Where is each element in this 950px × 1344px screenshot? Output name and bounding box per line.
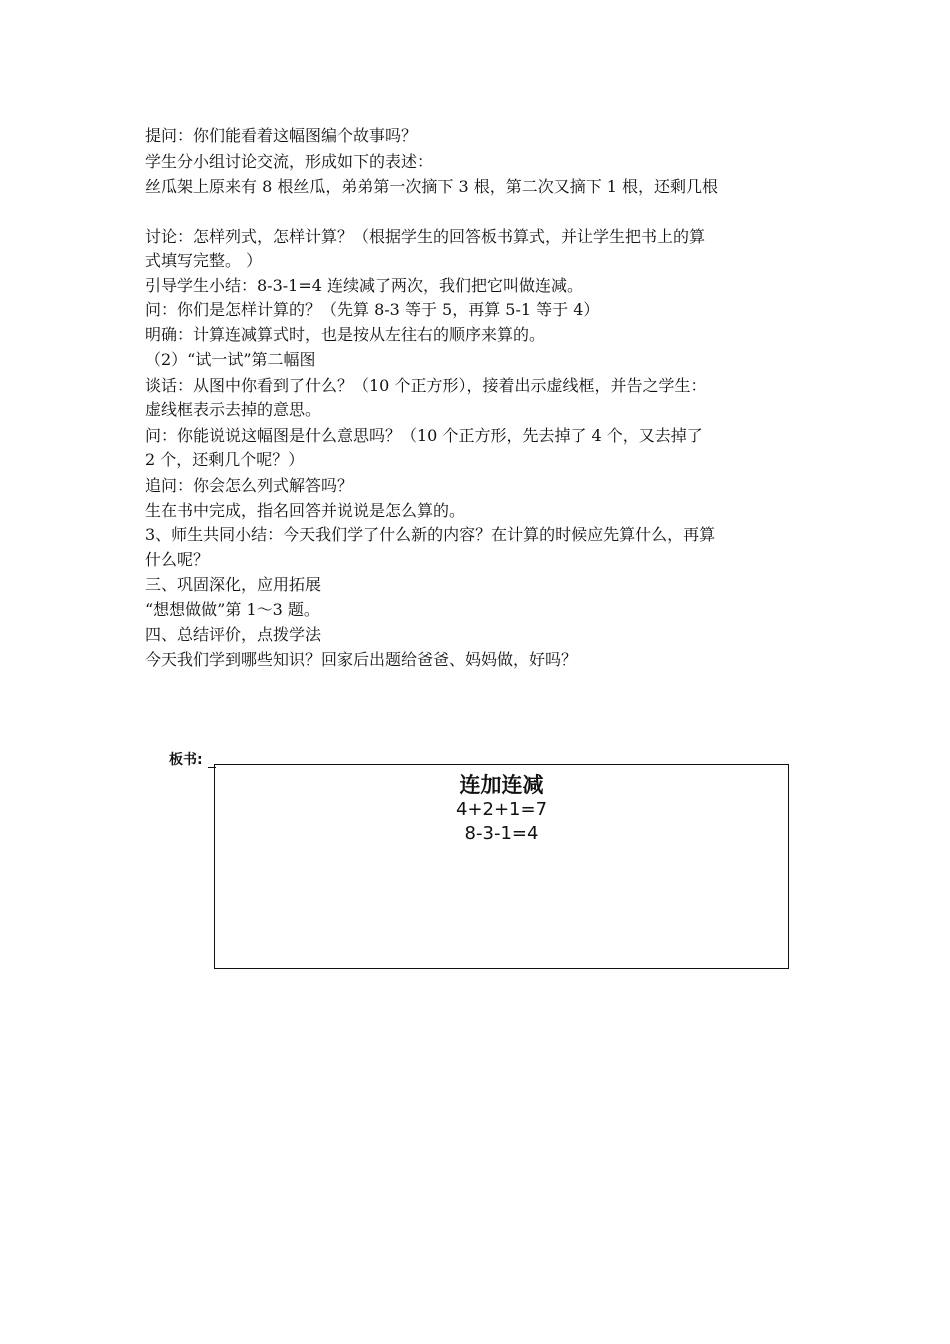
paragraph-line: 追问：你会怎么列式解答吗？ <box>145 476 354 495</box>
paragraph-line: “想想做做”第 1～3 题。 <box>145 600 320 619</box>
paragraph-line: （2）“试一试”第二幅图 <box>145 350 316 369</box>
paragraph-line: 问：你们是怎样计算的？（先算 8-3 等于 5，再算 5-1 等于 4） <box>145 300 600 319</box>
paragraph-line: 引导学生小结：8-3-1=4 连续减了两次，我们把它叫做连减。 <box>145 276 584 295</box>
paragraph-line: 学生分小组讨论交流，形成如下的表述： <box>145 152 434 171</box>
board-equation-addition: 4+2+1=7 <box>455 799 548 820</box>
paragraph-line: 式填写完整。 ） <box>145 251 263 270</box>
paragraph-line: 讨论：怎样列式，怎样计算？（根据学生的回答板书算式，并让学生把书上的算 <box>145 227 706 246</box>
paragraph-line: 丝瓜架上原来有 8 根丝瓜，弟弟第一次摘下 3 根，第二次又摘下 1 根，还剩几根 <box>145 177 719 196</box>
paragraph-line: 今天我们学到哪些知识？回家后出题给爸爸、妈妈做，好吗？ <box>145 650 578 669</box>
paragraph-line: 提问：你们能看着这幅图编个故事吗？ <box>145 126 418 145</box>
paragraph-line: 问：你能说说这幅图是什么意思吗？（10 个正方形，先去掉了 4 个，又去掉了 <box>145 426 703 445</box>
section-heading: 四、总结评价，点拨学法 <box>145 625 322 644</box>
paragraph-line: 3、师生共同小结：今天我们学了什么新的内容？在计算的时候应先算什么，再算 <box>145 525 716 544</box>
paragraph-line: 谈话：从图中你看到了什么？（10 个正方形），接着出示虚线框，并告之学生： <box>145 376 707 395</box>
paragraph-line: 2 个，还剩几个呢？） <box>145 450 305 469</box>
board-label: 板书: <box>169 752 203 768</box>
paragraph-line: 什么呢？ <box>145 550 210 569</box>
paragraph-line: 明确：计算连减算式时，也是按从左往右的顺序来算的。 <box>145 325 546 344</box>
paragraph-line: 生在书中完成，指名回答并说说是怎么算的。 <box>145 501 466 520</box>
board-equation-subtraction: 8-3-1=4 <box>464 823 539 844</box>
section-heading: 三、巩固深化，应用拓展 <box>145 575 322 594</box>
blackboard-box <box>214 764 789 969</box>
paragraph-line: 虚线框表示去掉的意思。 <box>145 400 322 419</box>
board-title: 连加连减 <box>459 773 544 797</box>
